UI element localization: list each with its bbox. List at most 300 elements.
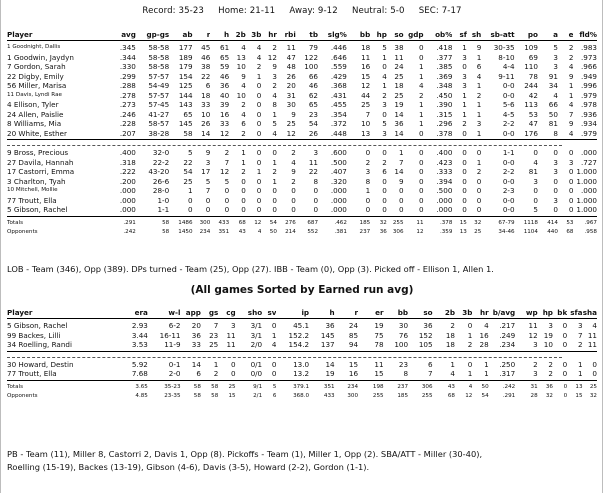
- stat-so: 152: [418, 330, 433, 340]
- stat-sh: 0: [467, 205, 481, 216]
- stat-gp-gs: 28-0: [152, 186, 170, 196]
- col-header-ip: ip: [276, 308, 309, 319]
- stat-sh: 1: [476, 52, 482, 62]
- stat-sf: 13: [459, 228, 467, 235]
- stat-tb: 3: [313, 148, 319, 158]
- stat-fld: .000: [580, 148, 597, 158]
- stat-h: 351: [323, 383, 335, 390]
- stat-sf: 2: [462, 119, 467, 129]
- stat-w-l: 2-0: [148, 369, 181, 380]
- col-header-gp-gs: gp-gs: [136, 30, 169, 41]
- stat-tb: 552: [307, 228, 319, 235]
- stat-3b: 1: [467, 330, 473, 340]
- col-header-ob: ob%: [424, 30, 453, 41]
- stat-2b: 10: [236, 62, 246, 72]
- stat-bb: 100: [384, 340, 408, 351]
- stat-r: 33: [201, 100, 211, 110]
- stat-h: 351: [218, 228, 230, 235]
- stat-sv: 4: [262, 340, 276, 351]
- stat-a: 3: [553, 195, 558, 205]
- pitcher-row: [7, 319, 597, 331]
- stat-po: 0: [533, 148, 538, 158]
- stat-rbi: 9: [291, 167, 296, 177]
- page-right-edge: [602, 0, 603, 493]
- stat-avg: .344: [119, 52, 136, 62]
- stat-bb: 16: [361, 62, 371, 72]
- stat-hp: 5: [382, 119, 387, 129]
- stat-app: 6: [181, 369, 201, 380]
- stat-so: 105: [408, 340, 432, 351]
- stat-gdp: 0: [418, 52, 424, 62]
- stat-rbi: 31: [286, 90, 296, 100]
- stat-w-l: 11-9: [148, 340, 181, 351]
- stat-3b: 1: [455, 369, 472, 380]
- stat-2b: 2: [450, 321, 455, 331]
- stat-er: 198: [372, 383, 384, 390]
- stat-ob: .000: [424, 205, 453, 216]
- group-separator: [7, 351, 597, 360]
- batting-opponents-row: [7, 228, 597, 237]
- stat-avg: .345: [119, 43, 136, 53]
- stat-sv: 0: [262, 369, 276, 380]
- stat-bb: 44: [361, 90, 371, 100]
- stat-so: 7: [398, 157, 404, 167]
- stat-hr: 12: [267, 52, 277, 62]
- stat-avg: .200: [119, 176, 136, 186]
- stat-sb-att: 9-11: [498, 71, 515, 81]
- stat-e: 68: [566, 228, 574, 235]
- col-header-player: Player: [7, 30, 109, 41]
- stat-rbi: 276: [285, 219, 296, 226]
- stat-e: 0: [568, 148, 574, 158]
- stat-sfa: 7: [577, 330, 583, 340]
- stat-e: 9: [568, 71, 574, 81]
- stat-so: 14: [394, 109, 404, 119]
- stat-sb-att: 0-0: [502, 81, 515, 91]
- stat-2b: 2: [241, 100, 246, 110]
- stat-bk: 0: [562, 359, 568, 369]
- stat-a: 4: [553, 90, 558, 100]
- totals-label: Opponents: [7, 392, 38, 399]
- stat-tb: 23: [308, 109, 319, 119]
- stat-gp-gs: 58-57: [148, 119, 170, 129]
- player-name: 3 Charlton, Tyah: [7, 176, 66, 186]
- stat-fld: .979: [573, 129, 597, 140]
- stat-bb: 23: [398, 359, 409, 369]
- stat-3b: 0: [467, 321, 473, 331]
- stat-r: 17: [201, 167, 211, 177]
- stat-3b: 1: [256, 71, 262, 81]
- stat-hp: 6: [382, 167, 387, 177]
- stat-tb: 62: [308, 90, 319, 100]
- stat-po: 53: [528, 109, 538, 119]
- stat-avg: .000: [119, 195, 136, 205]
- stat-hr: 2: [272, 43, 277, 53]
- stat-so: 7: [408, 369, 432, 380]
- stat-bb: 185: [397, 392, 409, 399]
- col-header-era: era: [119, 308, 148, 319]
- player-name: 22 Digby, Emily: [7, 71, 64, 81]
- stat-gs: 7: [213, 321, 219, 331]
- dashed-divider: [7, 354, 562, 358]
- reserve-batter-row: [7, 148, 597, 158]
- stat-tb: 100: [304, 62, 319, 72]
- player-name: 17 Castorri, Emma: [7, 167, 75, 177]
- stat-app: 36: [191, 330, 201, 340]
- stat-gp-gs: 1-1: [136, 205, 169, 216]
- player-name: 1 Goodwin, Jaydyn: [7, 52, 74, 62]
- stat-avg: .246: [119, 109, 136, 119]
- stat-2b: 4: [241, 109, 246, 119]
- stat-r: 38: [201, 62, 211, 72]
- stat-so: 0: [387, 205, 404, 216]
- stat-era: 5.92: [131, 359, 148, 369]
- stat-so: 255: [421, 392, 433, 399]
- stat-rbi: 214: [285, 228, 296, 235]
- stat-bb: 11: [361, 52, 371, 62]
- stat-2b: 4: [241, 43, 246, 53]
- col-header-ab: ab: [169, 30, 192, 41]
- stat-w-l: 35-23: [164, 383, 181, 390]
- stat-app: 33: [181, 340, 201, 351]
- stat-rbi: 2: [291, 148, 296, 158]
- stat-ob: .500: [436, 186, 453, 196]
- stat-2b: 0: [229, 205, 246, 216]
- stat-bb: 18: [361, 43, 371, 53]
- stat-rbi: 0: [291, 195, 296, 205]
- stat-fld: .949: [580, 71, 597, 81]
- stat-tb: 0: [313, 186, 319, 196]
- stat-wp: 12: [528, 330, 538, 340]
- col-header-e: e: [558, 30, 574, 41]
- col-header-a: a: [538, 30, 558, 41]
- stat-sf: 1: [462, 90, 467, 100]
- stat-er: 75: [374, 330, 384, 340]
- stat-gdp: 1: [418, 100, 424, 110]
- stat-sb-att: 30-35: [493, 43, 515, 53]
- stat-hp: 0: [382, 62, 387, 72]
- pitching-header-row: [7, 308, 597, 319]
- stat-sv: 0: [271, 359, 277, 369]
- stat-bb: 0: [365, 148, 371, 158]
- player-name: 27 Davila, Hannah: [7, 157, 74, 167]
- stat-2b: 43: [238, 228, 246, 235]
- stat-hr: 0: [272, 148, 277, 158]
- col-header-w-l: w-l: [148, 308, 181, 319]
- stat-bk: 0: [562, 321, 568, 331]
- stat-po: 69: [528, 52, 538, 62]
- stat-bb: 2: [365, 157, 371, 167]
- stat-3b: 0: [256, 90, 262, 100]
- stat-b-avg: .250: [499, 359, 516, 369]
- stat-r: 14: [193, 129, 211, 140]
- stat-hp: 0: [382, 195, 387, 205]
- stat-3b: 0: [256, 195, 262, 205]
- stat-2b: 0: [241, 186, 246, 196]
- stat-ab: 54: [183, 167, 193, 177]
- stat-b-avg: .249: [499, 330, 516, 340]
- stat-rbi: 12: [277, 129, 296, 140]
- stat-rbi: 47: [286, 52, 296, 62]
- stat-gs: 2: [201, 369, 218, 380]
- stat-ob: .348: [436, 81, 453, 91]
- stat-sf: 0: [452, 205, 466, 216]
- stat-a: 81: [548, 119, 558, 129]
- stat-w-l: 0-1: [168, 359, 181, 369]
- stat-sfa: 3: [577, 321, 583, 331]
- stat-ob: .315: [436, 109, 453, 119]
- player-name: 99 Backes, Lilli: [7, 330, 61, 340]
- stat-ob: .296: [436, 119, 453, 129]
- reserve-batter-row: [7, 205, 597, 216]
- stat-sb-att: 0-0: [502, 176, 515, 186]
- stat-fld: 1.000: [573, 205, 597, 216]
- stat-hp: 2: [382, 90, 387, 100]
- pitching-opponents-row: [7, 392, 597, 401]
- stat-h: 2: [224, 148, 230, 158]
- stat-bk: 0: [563, 383, 568, 390]
- stat-po: 3: [533, 176, 538, 186]
- stat-gp-gs: 58-58: [148, 43, 170, 53]
- stat-hp: 3: [548, 321, 553, 331]
- stat-slg: .000: [330, 186, 347, 196]
- stat-h: 12: [210, 129, 229, 140]
- stat-gdp: 0: [418, 195, 424, 205]
- stat-wp: 3: [515, 369, 537, 380]
- stat-r: 18: [201, 90, 211, 100]
- stat-avg: .242: [123, 228, 136, 235]
- stat-gdp: 0: [418, 176, 424, 186]
- stat-ob: .378: [439, 219, 453, 226]
- stat-gp-gs: 58: [162, 228, 170, 235]
- pitching-note-line-2: Roelling (15-19), Backes (13-19), Gibson (4-6), Davis (3-5), Howard (2-2), Gordon (1-1).: [7, 462, 370, 472]
- stat-sb-att: 2-3: [502, 186, 515, 196]
- stat-so: 0: [398, 195, 404, 205]
- stat-avg: .000: [119, 186, 136, 196]
- stat-fld: .979: [580, 90, 597, 100]
- stat-rbi: 25: [286, 119, 296, 129]
- stat-sf: 0: [462, 62, 467, 72]
- stat-ob: .390: [436, 100, 453, 110]
- stat-app: 58: [193, 392, 201, 399]
- stat-so: 11: [394, 52, 404, 62]
- stat-e: 0: [568, 195, 574, 205]
- stat-sb-att: 0-0: [481, 205, 514, 216]
- stat-sb-att: 5-6: [502, 100, 515, 110]
- stat-e: 53: [566, 219, 574, 226]
- stat-hr: 16: [479, 330, 489, 340]
- batter-row: [7, 119, 597, 129]
- stat-3b: 0: [467, 359, 473, 369]
- stat-h: 16: [220, 109, 230, 119]
- stat-r: 94: [335, 340, 358, 351]
- stat-r: 15: [348, 359, 359, 369]
- stat-sha: 4: [592, 321, 597, 331]
- stat-sho: 9/1: [253, 383, 263, 390]
- stat-slg: .320: [330, 176, 347, 186]
- stat-hr: 0: [261, 205, 277, 216]
- stat-gp-gs: 57-57: [148, 90, 170, 100]
- pitching-totals-row: [7, 380, 597, 392]
- stat-a: 3: [553, 157, 558, 167]
- col-header-3b: 3b: [455, 308, 472, 319]
- stat-ob: .394: [436, 176, 453, 186]
- stat-gp-gs: 57-57: [148, 71, 170, 81]
- stat-ab: 179: [178, 62, 193, 72]
- stat-h: 61: [220, 43, 230, 53]
- col-header-po: po: [515, 30, 538, 41]
- stat-sh: 25: [474, 228, 482, 235]
- stat-rbi: 2: [291, 176, 296, 186]
- stat-r: 46: [201, 52, 211, 62]
- stat-a: 50: [548, 109, 558, 119]
- stat-3b: 0: [256, 100, 262, 110]
- batting-note: LOB - Team (346), Opp (389). DPs turned - Team (25), Opp (27). IBB - Team (0), Opp (3). Picked off - Ellison 1, Allen 1.: [7, 264, 494, 274]
- stat-era: 3.65: [135, 383, 148, 390]
- stat-fld: .936: [580, 109, 597, 119]
- stat-h: 39: [220, 100, 230, 110]
- stat-sb-att: 0-0: [502, 195, 515, 205]
- stat-2b: 10: [236, 90, 246, 100]
- stat-bk: 0: [553, 369, 567, 380]
- stat-ip: 13.0: [293, 359, 310, 369]
- stat-sh: 2: [476, 167, 482, 177]
- stat-2b: 68: [447, 392, 455, 399]
- stat-sv: 1: [271, 330, 277, 340]
- col-header-app: app: [181, 308, 201, 319]
- stat-hp: 10: [538, 340, 553, 351]
- dashed-divider: [7, 142, 562, 146]
- stat-sv: 6: [272, 392, 277, 399]
- stat-tb: 687: [307, 219, 319, 226]
- stat-hr: 28: [472, 340, 488, 351]
- stat-bb: 30: [398, 321, 409, 331]
- stat-h: 33: [220, 119, 230, 129]
- stat-er: 15: [358, 369, 384, 380]
- stat-fld: .983: [580, 43, 597, 53]
- stat-ab: 189: [178, 52, 193, 62]
- stat-bk: 0: [553, 340, 567, 351]
- player-name: 1 Goodnight, Dallis: [7, 44, 61, 51]
- stat-tb: 79: [308, 43, 319, 53]
- stat-slg: .354: [330, 109, 347, 119]
- stat-avg: .330: [119, 62, 136, 72]
- col-header-2b: 2b: [433, 308, 455, 319]
- stat-hr: 1: [272, 157, 277, 167]
- stat-h: 65: [220, 52, 230, 62]
- reserve-batter-row: [7, 167, 597, 177]
- stat-e: 0: [568, 186, 574, 196]
- col-header-sho: sho: [236, 308, 263, 319]
- stat-ip: 13.2: [276, 369, 309, 380]
- stat-hp: 2: [548, 359, 553, 369]
- stat-tb: 122: [304, 52, 319, 62]
- stat-rbi: 4: [291, 157, 296, 167]
- stat-ob: .333: [436, 167, 453, 177]
- stat-ab: 1: [187, 186, 193, 196]
- stat-sf: 0: [462, 167, 467, 177]
- stat-e: 3: [568, 157, 574, 167]
- stat-sho: 3/1: [250, 330, 263, 340]
- stat-2b: 6: [241, 119, 246, 129]
- stat-sha: 0: [592, 359, 597, 369]
- stat-b-avg: .234: [489, 340, 516, 351]
- stat-sha: 11: [583, 340, 597, 351]
- player-name: 30 Howard, Destin: [7, 359, 74, 369]
- stat-2b: 1: [241, 148, 246, 158]
- col-header-slg: slg%: [318, 30, 347, 41]
- stat-hp: 1: [382, 81, 387, 91]
- stat-gdp: 0: [418, 157, 424, 167]
- stat-ob: .377: [436, 52, 453, 62]
- stat-h: 433: [323, 392, 335, 399]
- stat-cg: 0: [218, 369, 235, 380]
- stat-h: 0: [224, 186, 230, 196]
- stat-sf: 0: [462, 176, 467, 186]
- stat-slg: .429: [330, 71, 347, 81]
- stat-tb: 8: [313, 176, 319, 186]
- stat-a: 3: [553, 52, 558, 62]
- col-header-bb: bb: [384, 308, 408, 319]
- stat-so: 14: [387, 129, 404, 140]
- stat-era: 2.93: [131, 321, 148, 331]
- stat-bb: 7: [365, 109, 371, 119]
- pitcher-row: [7, 331, 597, 341]
- stat-so: 18: [394, 81, 404, 91]
- stat-avg: .000: [109, 205, 136, 216]
- stat-hp: 3: [382, 100, 387, 110]
- batter-row: [7, 91, 597, 101]
- stat-r: 0: [205, 195, 211, 205]
- stat-2b: 4: [241, 81, 246, 91]
- stat-hp: 32: [545, 392, 553, 399]
- stat-3b: 0: [256, 148, 262, 158]
- stat-gdp: 0: [418, 148, 424, 158]
- col-header-gdp: gdp: [404, 30, 424, 41]
- stat-2b: 9: [241, 71, 246, 81]
- stat-2b: 2: [229, 129, 246, 140]
- stat-h: 12: [220, 167, 230, 177]
- stat-a: 8: [538, 129, 558, 140]
- stat-sho: 0/0: [236, 369, 263, 380]
- stat-tb: 0: [296, 205, 318, 216]
- stat-2b: 4: [433, 369, 455, 380]
- stat-rbi: 26: [286, 71, 296, 81]
- player-name: 9 Bross, Precious: [7, 148, 69, 158]
- stat-bk: 0: [562, 330, 568, 340]
- stat-2b: 1: [450, 359, 455, 369]
- stat-ab: 144: [178, 90, 193, 100]
- stat-3b: 4: [256, 43, 262, 53]
- stat-po: 0: [533, 186, 538, 196]
- stat-bb: 25: [361, 100, 371, 110]
- col-header-h: h: [309, 308, 335, 319]
- batter-row: [7, 100, 597, 110]
- stat-sv: 5: [272, 383, 277, 390]
- stat-rbi: 0: [291, 186, 296, 196]
- col-header-b-avg: b/avg: [489, 308, 516, 319]
- stat-a: 440: [547, 228, 558, 235]
- stat-wp: 3: [515, 340, 537, 351]
- stat-r: 22: [201, 71, 211, 81]
- stat-wp: 2: [533, 359, 538, 369]
- col-header-bb: bb: [347, 30, 370, 41]
- batting-totals-row: [7, 216, 597, 228]
- stat-avg: .400: [119, 148, 136, 158]
- stat-sho: 2/1: [253, 392, 263, 399]
- col-header-avg: avg: [109, 30, 136, 41]
- player-name: 20 White, Esther: [7, 129, 109, 140]
